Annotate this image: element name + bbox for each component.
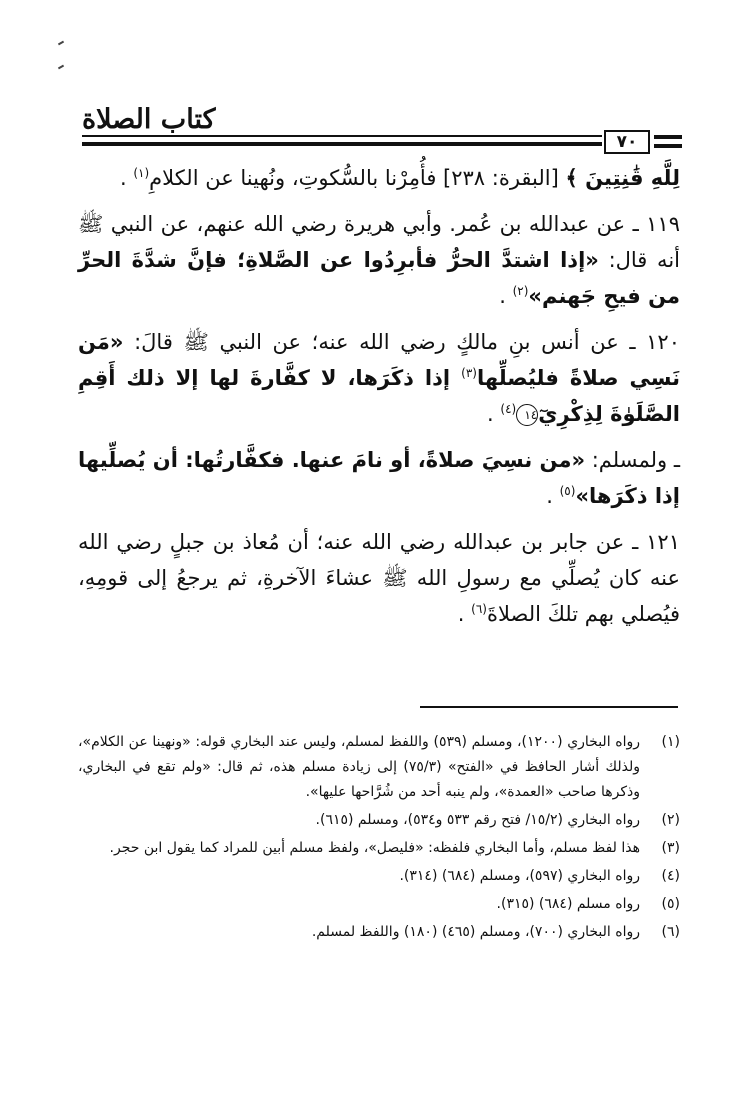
- hadith-intro: ١١٩ ـ عن عبدالله بن عُمر. وأبي هريرة رضي الله عنهم، عن النبي ﷺ أنه قال:: [78, 212, 680, 272]
- hadith-intro: ـ ولمسلم:: [585, 448, 680, 472]
- footnote-ref: (١): [133, 166, 150, 180]
- header-rule-thick: [82, 142, 602, 146]
- page-number: ٧٠: [604, 130, 650, 154]
- hadith-paragraph: ـ ولمسلم: «من نسِيَ صلاةً، أو نامَ عنها. فكفَّارتُها: أن يُصلِّيها إذا ذكَرَها»$^{(٥)}$ .: [78, 448, 680, 508]
- footnote-text: رواه مسلم (٦٨٤) (٣١٥).: [496, 896, 640, 912]
- ayah-number-mark: ١٤: [516, 404, 538, 426]
- footnote-text: رواه البخاري (١٥/٢/ فتح رقم ٥٣٣ و٥٣٤)، ومسلم (٦١٥).: [315, 812, 640, 828]
- scan-mark: [58, 41, 64, 46]
- paragraph: لِلَّهِ قَٰنِتِينَ ﴾ [البقرة: ٢٣٨] فأُمِرْنا بالسُّكوتِ، ونُهينا عن الكلامِ$^{(١)}$ .: [119, 166, 680, 190]
- quran-verse: لِلَّهِ قَٰنِتِينَ ﴾: [565, 166, 680, 190]
- footnote-ref: (٣): [461, 366, 477, 380]
- paragraph-text: ١٢١ ـ عن جابر بن عبدالله رضي الله عنه؛ أن مُعاذ بن جبلٍ رضي الله عنه كان يُصلِّي مع رسولِ الله ﷺ عشاءَ الآخرةِ، ثم يرجعُ إلى قومِهِ، فيُصلي بهم تلكَ الصلاةَ: [78, 530, 680, 626]
- scan-mark: [58, 65, 64, 70]
- header-rule-end: [654, 144, 682, 148]
- footnote: [78, 808, 680, 833]
- hadith-paragraph: ١٢٠ ـ عن أنس بنِ مالكٍ رضي الله عنه؛ عن النبي ﷺ قالَ: «مَن نَسِي صلاةً فليُصلِّها$^{(٣)}$ إذا ذكَرَها، لا كفَّارةَ لها إلا ذلك أَقِمِ الصَّلَوٰةَ لِذِكْرِيٓ١٤$^{(٤)}$ .: [78, 330, 681, 426]
- footnote-number: (٥): [661, 896, 680, 912]
- header-rule-thin: [82, 135, 602, 137]
- hadith-text: «مَن نَسِي صلاةً فليُصلِّها: [78, 330, 681, 390]
- hadith-intro: ١٢٠ ـ عن أنس بنِ مالكٍ رضي الله عنه؛ عن النبي ﷺ قالَ:: [123, 330, 680, 354]
- footnote-ref: (٦): [471, 602, 487, 616]
- footnote: [78, 864, 680, 889]
- hadith-text: «إذا اشتدَّ الحرُّ فأبرِدُوا عن الصَّلاةِ؛ فإنَّ شدَّةَ الحرِّ من فيحِ جَهنم»: [78, 248, 680, 308]
- main-text: [78, 160, 680, 642]
- header-rule-end: [654, 135, 682, 139]
- paragraph-text: [البقرة: ٢٣٨] فأُمِرْنا بالسُّكوتِ، ونُهينا عن الكلامِ: [149, 166, 566, 190]
- footnote-number: (٢): [661, 812, 680, 828]
- footnote-text: رواه البخاري (٥٩٧)، ومسلم (٦٨٤) (٣١٤).: [399, 868, 640, 884]
- hadith-paragraph: ١٢١ ـ عن جابر بن عبدالله رضي الله عنه؛ أن مُعاذ بن جبلٍ رضي الله عنه كان يُصلِّي مع رسولِ الله ﷺ عشاءَ الآخرةِ، ثم يرجعُ إلى قومِهِ، فيُصلي بهم تلكَ الصلاةَ$^{(٦)}$ .: [78, 530, 680, 626]
- footnotes: [78, 730, 680, 948]
- footnote-number: (٤): [661, 868, 680, 884]
- footnote-text: رواه البخاري (١٢٠٠)، ومسلم (٥٣٩) واللفظ لمسلم، وليس عند البخاري قوله: «ونهينا عن الكلام»، ولذلك أشار الحافظ في «الفتح» (٧٥/٣) إلى زيادة مسلم هذه، ثم قال: «ولم تقع في البخاري، وذكرها صاحب «العمدة»، ولم ينبه أحد من شُرَّاحها عليها».: [78, 734, 641, 800]
- hadith-text: «من نسِيَ صلاةً، أو نامَ عنها. فكفَّارتُها: أن يُصلِّيها إذا ذكَرَها»: [78, 448, 680, 508]
- footnote: [78, 892, 680, 917]
- footnote-number: (٣): [661, 840, 680, 856]
- hadith-paragraph: ١١٩ ـ عن عبدالله بن عُمر. وأبي هريرة رضي الله عنهم، عن النبي ﷺ أنه قال: «إذا اشتدَّ الحرُّ فأبرِدُوا عن الصَّلاةِ؛ فإنَّ شدَّةَ الحرِّ من فيحِ جَهنم»$^{(٢)}$ .: [78, 212, 680, 308]
- footnote-number: (٦): [661, 924, 680, 940]
- footnote-text: هذا لفظ مسلم، وأما البخاري فلفظه: «فليصل»، ولفظ مسلم أبين للمراد كما يقول ابن حجر.: [109, 840, 640, 856]
- footnote: [78, 836, 680, 861]
- footnote-separator: [420, 706, 678, 708]
- footnote-ref: (٢): [512, 284, 529, 298]
- footnote-ref: (٤): [500, 402, 517, 416]
- page-header: [82, 104, 682, 156]
- footnote: [78, 730, 680, 805]
- footnote: [78, 920, 680, 945]
- footnote-ref: (٥): [559, 484, 576, 498]
- hadith-text: إذا ذكَرَها، لا كفَّارةَ لها إلا ذلك أَقِمِ الصَّلَوٰةَ لِذِكْرِيٓ: [78, 366, 680, 426]
- footnote-text: رواه البخاري (٧٠٠)، ومسلم (٤٦٥) (١٨٠) واللفظ لمسلم.: [311, 924, 640, 940]
- running-title: كتاب الصلاة: [82, 104, 216, 135]
- footnote-number: (١): [661, 734, 680, 750]
